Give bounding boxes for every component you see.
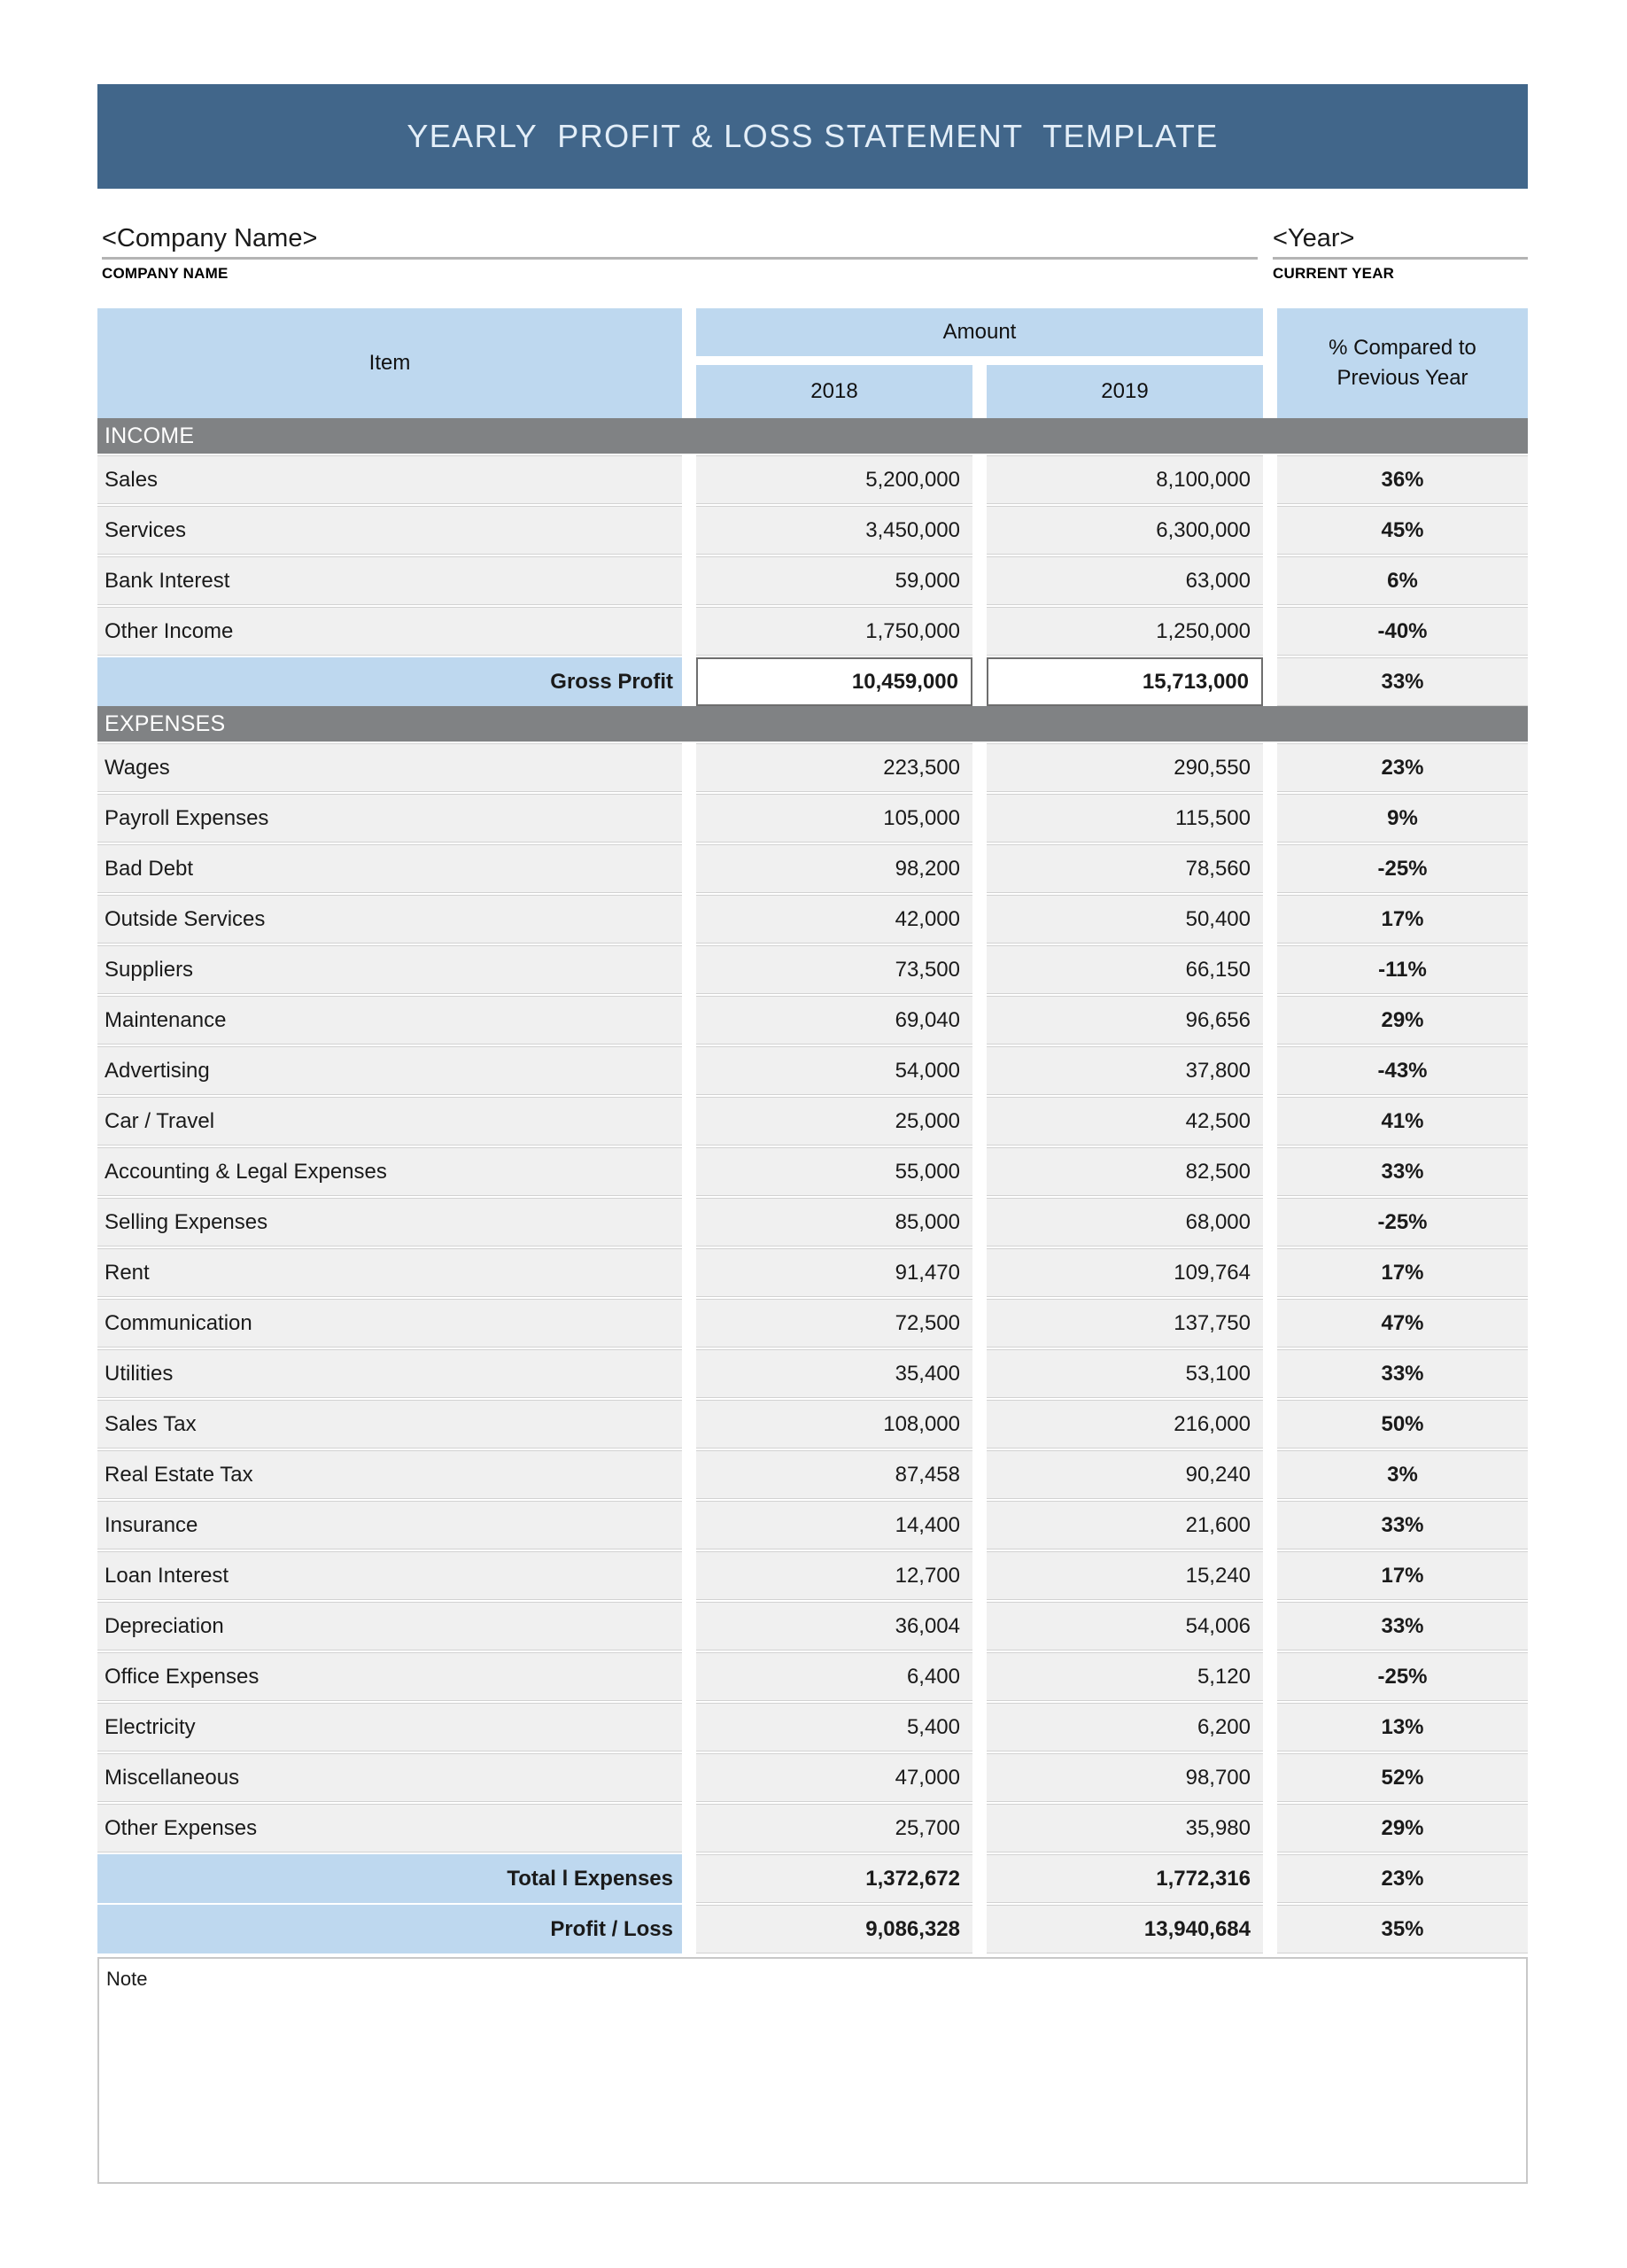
column-gutter xyxy=(1263,1299,1277,1348)
column-gutter xyxy=(682,996,696,1045)
column-gutter xyxy=(972,1147,987,1196)
company-name-value[interactable]: <Company Name> xyxy=(102,224,318,252)
company-name-label: COMPANY NAME xyxy=(102,265,229,282)
row-amount-year2[interactable]: 8,100,000 xyxy=(987,455,1263,504)
column-gutter xyxy=(682,1349,696,1398)
row-amount-year2[interactable]: 82,500 xyxy=(987,1147,1263,1196)
table-row xyxy=(97,1248,1528,1297)
row-amount-year2[interactable]: 68,000 xyxy=(987,1198,1263,1247)
row-label[interactable]: Maintenance xyxy=(97,996,682,1045)
row-label[interactable]: Payroll Expenses xyxy=(97,794,682,843)
table-row xyxy=(97,1804,1528,1852)
row-amount-year2[interactable]: 54,006 xyxy=(987,1602,1263,1651)
row-label[interactable]: Utilities xyxy=(97,1349,682,1398)
row-label[interactable]: Real Estate Tax xyxy=(97,1450,682,1499)
row-percent[interactable]: 41% xyxy=(1277,1097,1528,1146)
column-gutter xyxy=(682,743,696,792)
column-gutter xyxy=(972,1804,987,1852)
row-amount-year2[interactable]: 78,560 xyxy=(987,844,1263,893)
document-meta xyxy=(97,221,1528,301)
row-label[interactable]: Bad Debt xyxy=(97,844,682,893)
column-gutter xyxy=(682,945,696,994)
table-row xyxy=(97,1349,1528,1398)
column-gutter xyxy=(1263,1198,1277,1247)
column-gutter xyxy=(1263,506,1277,555)
column-gutter xyxy=(1263,1602,1277,1651)
row-amount-year1[interactable]: 5,400 xyxy=(696,1703,972,1751)
row-amount-year1[interactable]: 5,200,000 xyxy=(696,455,972,504)
row-percent[interactable]: 17% xyxy=(1277,895,1528,944)
column-gutter xyxy=(682,1602,696,1651)
row-amount-year2[interactable]: 216,000 xyxy=(987,1400,1263,1449)
column-gutter xyxy=(682,506,696,555)
column-gutter xyxy=(972,1299,987,1348)
column-gutter xyxy=(972,1905,987,1953)
table-row xyxy=(97,743,1528,792)
row-amount-year2[interactable]: 66,150 xyxy=(987,945,1263,994)
column-gutter xyxy=(682,1804,696,1852)
row-label[interactable]: Sales xyxy=(97,455,682,504)
row-amount-year1[interactable]: 14,400 xyxy=(696,1501,972,1550)
column-gutter xyxy=(972,1551,987,1600)
row-amount-year1[interactable]: 105,000 xyxy=(696,794,972,843)
column-gutter xyxy=(1263,1501,1277,1550)
column-gutter xyxy=(682,607,696,656)
column-gutter xyxy=(972,1400,987,1449)
row-amount-year2[interactable]: 1,772,316 xyxy=(987,1854,1263,1903)
column-gutter xyxy=(972,1703,987,1751)
row-percent[interactable]: 33% xyxy=(1277,1349,1528,1398)
column-gutter xyxy=(972,556,987,605)
row-amount-year2[interactable]: 5,120 xyxy=(987,1652,1263,1701)
row-label[interactable]: Outside Services xyxy=(97,895,682,944)
row-percent[interactable]: 23% xyxy=(1277,1854,1528,1903)
column-header-percent: % Compared to Previous Year xyxy=(1277,308,1528,418)
year-headers xyxy=(696,365,1263,418)
row-amount-year1[interactable]: 25,000 xyxy=(696,1097,972,1146)
column-gutter xyxy=(1263,1753,1277,1802)
row-label[interactable]: Office Expenses xyxy=(97,1652,682,1701)
column-header-year2: 2019 xyxy=(987,365,1263,418)
row-amount-year1[interactable]: 1,750,000 xyxy=(696,607,972,656)
table-row xyxy=(97,1703,1528,1751)
column-gutter xyxy=(1263,1349,1277,1398)
row-label[interactable]: Depreciation xyxy=(97,1602,682,1651)
column-gutter xyxy=(972,506,987,555)
current-year-label: CURRENT YEAR xyxy=(1273,265,1395,282)
row-percent[interactable]: 17% xyxy=(1277,1551,1528,1600)
column-gutter xyxy=(972,1349,987,1398)
column-gutter xyxy=(1263,657,1277,706)
column-gutter xyxy=(682,1198,696,1247)
column-gutter xyxy=(1263,743,1277,792)
note-label: Note xyxy=(106,1968,148,1990)
row-label[interactable]: Accounting & Legal Expenses xyxy=(97,1147,682,1196)
column-gutter xyxy=(972,945,987,994)
column-gutter xyxy=(972,996,987,1045)
column-gutter xyxy=(1263,1652,1277,1701)
row-label[interactable]: Loan Interest xyxy=(97,1551,682,1600)
table-row xyxy=(97,1753,1528,1802)
column-gutter xyxy=(682,794,696,843)
column-gutter xyxy=(1263,1147,1277,1196)
table-row xyxy=(97,996,1528,1045)
column-gutter xyxy=(682,1400,696,1449)
table-total-row xyxy=(97,1854,1528,1903)
row-amount-year2[interactable]: 35,980 xyxy=(987,1804,1263,1852)
row-amount-year1[interactable]: 10,459,000 xyxy=(696,657,972,706)
row-amount-year1[interactable]: 25,700 xyxy=(696,1804,972,1852)
column-gutter xyxy=(1263,1400,1277,1449)
column-gutter xyxy=(972,743,987,792)
row-label[interactable]: Communication xyxy=(97,1299,682,1348)
row-percent[interactable]: 33% xyxy=(1277,1501,1528,1550)
table-total-row xyxy=(97,657,1528,706)
row-percent[interactable]: 29% xyxy=(1277,996,1528,1045)
row-percent[interactable]: -40% xyxy=(1277,607,1528,656)
row-percent[interactable]: 45% xyxy=(1277,506,1528,555)
row-label[interactable]: Electricity xyxy=(97,1703,682,1751)
column-gutter xyxy=(682,1147,696,1196)
row-amount-year2[interactable]: 13,940,684 xyxy=(987,1905,1263,1953)
row-label[interactable]: Selling Expenses xyxy=(97,1198,682,1247)
row-amount-year2[interactable]: 290,550 xyxy=(987,743,1263,792)
current-year-block xyxy=(1273,221,1528,283)
company-name-block xyxy=(102,221,1258,283)
table-row xyxy=(97,1602,1528,1651)
column-gutter xyxy=(1263,1450,1277,1499)
row-label[interactable]: Insurance xyxy=(97,1501,682,1550)
row-label[interactable]: Advertising xyxy=(97,1046,682,1095)
table-row xyxy=(97,1652,1528,1701)
row-percent[interactable]: 52% xyxy=(1277,1753,1528,1802)
column-gutter xyxy=(1263,996,1277,1045)
table-row xyxy=(97,506,1528,555)
note-box[interactable] xyxy=(97,1957,1528,2184)
row-percent[interactable]: 33% xyxy=(1277,1147,1528,1196)
row-label[interactable]: Rent xyxy=(97,1248,682,1297)
column-gutter xyxy=(1263,895,1277,944)
table-row xyxy=(97,1299,1528,1348)
row-amount-year1[interactable]: 54,000 xyxy=(696,1046,972,1095)
column-gutter xyxy=(972,365,987,418)
row-amount-year1[interactable]: 72,500 xyxy=(696,1299,972,1348)
row-percent[interactable]: 50% xyxy=(1277,1400,1528,1449)
row-percent[interactable]: 23% xyxy=(1277,743,1528,792)
column-gutter xyxy=(682,1854,696,1903)
row-percent[interactable]: 17% xyxy=(1277,1248,1528,1297)
row-amount-year2[interactable]: 6,200 xyxy=(987,1703,1263,1751)
table-row xyxy=(97,895,1528,944)
column-gutter xyxy=(972,1046,987,1095)
row-percent[interactable]: 3% xyxy=(1277,1450,1528,1499)
column-gutter xyxy=(682,1501,696,1550)
column-gutter xyxy=(972,1501,987,1550)
title-banner xyxy=(97,84,1528,189)
row-label[interactable]: Wages xyxy=(97,743,682,792)
row-amount-year1[interactable]: 6,400 xyxy=(696,1652,972,1701)
column-header-item: Item xyxy=(97,308,682,418)
row-label[interactable]: Gross Profit xyxy=(97,657,682,706)
column-gutter xyxy=(972,455,987,504)
row-amount-year1[interactable]: 73,500 xyxy=(696,945,972,994)
column-gutter xyxy=(1263,1804,1277,1852)
table-row xyxy=(97,1046,1528,1095)
column-gutter xyxy=(682,1753,696,1802)
column-gutter xyxy=(682,1905,696,1953)
row-amount-year1[interactable]: 12,700 xyxy=(696,1551,972,1600)
row-percent[interactable]: 6% xyxy=(1277,556,1528,605)
column-gutter xyxy=(1263,1046,1277,1095)
row-amount-year1[interactable]: 35,400 xyxy=(696,1349,972,1398)
table-row xyxy=(97,945,1528,994)
column-gutter xyxy=(682,1299,696,1348)
column-gutter xyxy=(972,607,987,656)
row-percent[interactable]: -25% xyxy=(1277,1198,1528,1247)
column-gutter xyxy=(682,1248,696,1297)
column-gutter xyxy=(682,895,696,944)
column-gutter xyxy=(972,1854,987,1903)
row-label[interactable]: Suppliers xyxy=(97,945,682,994)
column-gutter xyxy=(1263,844,1277,893)
table-row xyxy=(97,844,1528,893)
table-row xyxy=(97,1147,1528,1196)
row-percent[interactable]: -43% xyxy=(1277,1046,1528,1095)
column-gutter xyxy=(1263,1703,1277,1751)
row-amount-year1[interactable]: 223,500 xyxy=(696,743,972,792)
table-row xyxy=(97,1450,1528,1499)
row-amount-year1[interactable]: 87,458 xyxy=(696,1450,972,1499)
row-percent[interactable]: 29% xyxy=(1277,1804,1528,1852)
column-gutter xyxy=(1263,455,1277,504)
row-label[interactable]: Services xyxy=(97,506,682,555)
profit-loss-table xyxy=(97,308,1528,1953)
row-amount-year2[interactable]: 115,500 xyxy=(987,794,1263,843)
column-gutter xyxy=(1263,794,1277,843)
row-label[interactable]: Other Income xyxy=(97,607,682,656)
column-gutter xyxy=(682,308,696,418)
column-gutter xyxy=(682,844,696,893)
row-percent[interactable]: 36% xyxy=(1277,455,1528,504)
row-amount-year2[interactable]: 42,500 xyxy=(987,1097,1263,1146)
row-amount-year1[interactable]: 55,000 xyxy=(696,1147,972,1196)
column-gutter xyxy=(1263,1854,1277,1903)
column-gutter xyxy=(682,1703,696,1751)
row-amount-year2[interactable]: 109,764 xyxy=(987,1248,1263,1297)
column-gutter xyxy=(972,844,987,893)
row-percent[interactable]: 33% xyxy=(1277,657,1528,706)
row-amount-year1[interactable]: 9,086,328 xyxy=(696,1905,972,1953)
table-body xyxy=(97,418,1528,1953)
table-header-row xyxy=(97,308,1528,418)
column-gutter xyxy=(1263,308,1277,418)
row-label[interactable]: Other Expenses xyxy=(97,1804,682,1852)
row-amount-year2[interactable]: 137,750 xyxy=(987,1299,1263,1348)
row-amount-year2[interactable]: 37,800 xyxy=(987,1046,1263,1095)
column-gutter xyxy=(972,1097,987,1146)
table-row xyxy=(97,1551,1528,1600)
row-amount-year2[interactable]: 53,100 xyxy=(987,1349,1263,1398)
column-gutter xyxy=(682,1450,696,1499)
column-gutter xyxy=(1263,945,1277,994)
column-gutter xyxy=(1263,556,1277,605)
section-header-income: INCOME xyxy=(97,418,1528,454)
table-row xyxy=(97,1198,1528,1247)
row-label[interactable]: Sales Tax xyxy=(97,1400,682,1449)
row-amount-year1[interactable]: 47,000 xyxy=(696,1753,972,1802)
row-percent[interactable]: 9% xyxy=(1277,794,1528,843)
column-gutter xyxy=(682,556,696,605)
row-percent[interactable]: 35% xyxy=(1277,1905,1528,1953)
column-gutter xyxy=(1263,607,1277,656)
row-amount-year2[interactable]: 96,656 xyxy=(987,996,1263,1045)
row-amount-year2[interactable]: 63,000 xyxy=(987,556,1263,605)
row-amount-year1[interactable]: 85,000 xyxy=(696,1198,972,1247)
table-row xyxy=(97,556,1528,605)
row-amount-year1[interactable]: 42,000 xyxy=(696,895,972,944)
column-gutter xyxy=(972,1652,987,1701)
row-amount-year2[interactable]: 15,713,000 xyxy=(987,657,1263,706)
section-header-expenses: EXPENSES xyxy=(97,706,1528,742)
row-amount-year1[interactable]: 59,000 xyxy=(696,556,972,605)
row-amount-year2[interactable]: 98,700 xyxy=(987,1753,1263,1802)
column-gutter xyxy=(682,1652,696,1701)
column-gutter xyxy=(682,1551,696,1600)
current-year-value[interactable]: <Year> xyxy=(1273,224,1355,252)
row-label[interactable]: Profit / Loss xyxy=(97,1905,682,1953)
row-amount-year2[interactable]: 1,250,000 xyxy=(987,607,1263,656)
row-percent[interactable]: 13% xyxy=(1277,1703,1528,1751)
row-amount-year1[interactable]: 69,040 xyxy=(696,996,972,1045)
column-gutter xyxy=(972,657,987,706)
column-gutter xyxy=(972,1198,987,1247)
row-amount-year1[interactable]: 36,004 xyxy=(696,1602,972,1651)
column-gutter xyxy=(682,1097,696,1146)
table-row xyxy=(97,455,1528,504)
table-total-row xyxy=(97,1905,1528,1953)
column-header-year1: 2018 xyxy=(696,365,972,418)
page-title: YEARLY PROFIT & LOSS STATEMENT TEMPLATE xyxy=(407,118,1219,154)
column-gutter xyxy=(1263,1551,1277,1600)
table-row xyxy=(97,1501,1528,1550)
row-amount-year2[interactable]: 50,400 xyxy=(987,895,1263,944)
column-gutter xyxy=(682,657,696,706)
row-label[interactable]: Car / Travel xyxy=(97,1097,682,1146)
row-percent[interactable]: -25% xyxy=(1277,844,1528,893)
column-header-amount: Amount xyxy=(696,308,1263,356)
row-amount-year1[interactable]: 1,372,672 xyxy=(696,1854,972,1903)
table-row xyxy=(97,1400,1528,1449)
table-row xyxy=(97,1097,1528,1146)
row-percent[interactable]: 33% xyxy=(1277,1602,1528,1651)
column-gutter xyxy=(682,1046,696,1095)
row-amount-year1[interactable]: 3,450,000 xyxy=(696,506,972,555)
row-amount-year1[interactable]: 98,200 xyxy=(696,844,972,893)
column-gutter xyxy=(1263,1905,1277,1953)
column-gutter xyxy=(972,794,987,843)
column-gutter xyxy=(972,1602,987,1651)
amount-header-gap xyxy=(696,356,1263,365)
row-label[interactable]: Bank Interest xyxy=(97,556,682,605)
row-label[interactable]: Total l Expenses xyxy=(97,1854,682,1903)
row-amount-year1[interactable]: 91,470 xyxy=(696,1248,972,1297)
row-amount-year2[interactable]: 21,600 xyxy=(987,1501,1263,1550)
column-gutter xyxy=(972,895,987,944)
row-percent[interactable]: -11% xyxy=(1277,945,1528,994)
row-amount-year2[interactable]: 90,240 xyxy=(987,1450,1263,1499)
row-amount-year1[interactable]: 108,000 xyxy=(696,1400,972,1449)
column-gutter xyxy=(972,1450,987,1499)
column-gutter xyxy=(1263,1097,1277,1146)
column-gutter xyxy=(972,1753,987,1802)
row-label[interactable]: Miscellaneous xyxy=(97,1753,682,1802)
column-gutter xyxy=(972,1248,987,1297)
row-amount-year2[interactable]: 15,240 xyxy=(987,1551,1263,1600)
column-gutter xyxy=(1263,1248,1277,1297)
row-percent[interactable]: 47% xyxy=(1277,1299,1528,1348)
column-header-amount-group xyxy=(696,308,1263,418)
row-amount-year2[interactable]: 6,300,000 xyxy=(987,506,1263,555)
column-gutter xyxy=(682,455,696,504)
row-percent[interactable]: -25% xyxy=(1277,1652,1528,1701)
table-row xyxy=(97,794,1528,843)
table-row xyxy=(97,607,1528,656)
